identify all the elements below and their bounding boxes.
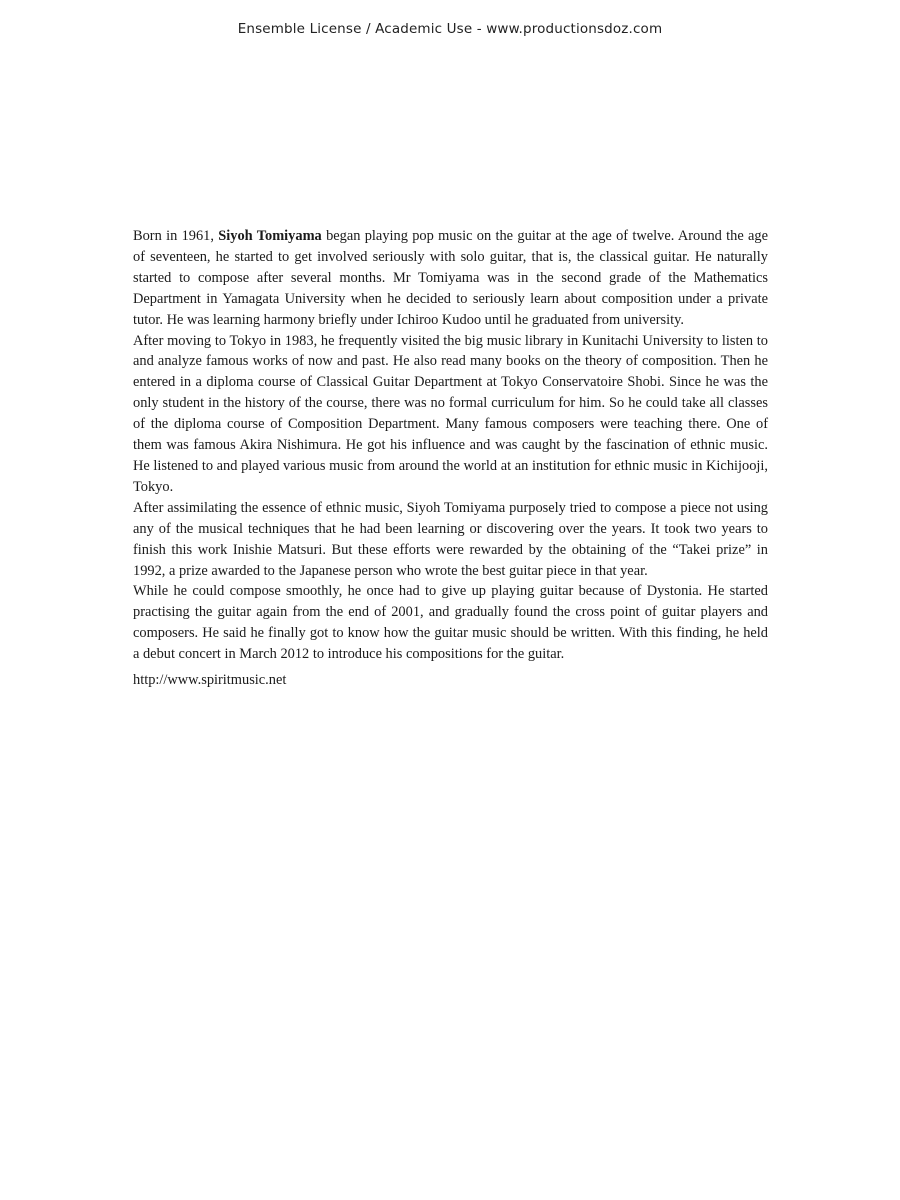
bio-paragraph-4: While he could compose smoothly, he once had to give up playing guitar because of Dystonia. He started practising the guitar again from the end of 2001, and gradually found the cross point of guitar players and composers. He said he finally got to know how the guitar music should be written. With this finding, he held a debut concert in March 2012 to introduce his compositions for the guitar.: [133, 583, 768, 663]
bio-paragraph-1-text: began playing pop music on the guitar at the age of twelve. Around the age of seventeen, he started to get involved seriously with solo guitar, that is, the classical guitar. He naturally started to compose after several months. Mr Tomiyama was in the second grade of the Mathematics Department in Yamagata University when he decided to seriously learn about composition under a private tutor. He was learning harmony briefly under Ichiroo Kudoo until he graduated from university.: [133, 228, 769, 328]
bio-intro-text: Born in 1961,: [133, 228, 219, 244]
license-header: Ensemble License / Academic Use - www.productionsdoz.com: [237, 21, 663, 37]
website-link[interactable]: http://www.spiritmusic.net: [133, 672, 287, 689]
bio-paragraph-3: After assimilating the essence of ethnic music, Siyoh Tomiyama purposely tried to compose a piece not using any of the musical techniques that he had been learning or discovering over the years. It took two years to finish this work Inishie Matsuri. But these efforts were rewarded by the obtaining of the “Takei prize” in 1992, a prize awarded to the Japanese person who wrote the best guitar piece in that year.: [133, 499, 768, 579]
bio-paragraph-2: After moving to Tokyo in 1983, he frequently visited the big music library in Kunitachi University to listen to and analyze famous works of now and past. He also read many books on the theory of composition. Then he entered in a diploma course of Classical Guitar Department at Tokyo Conservatoire Shobi. Since he was the only student in the history of the course, there was no formal curriculum for him. So he could take all classes of the diploma course of Composition Department. Many famous composers were teaching there. One of them was famous Akira Nishimura. He got his influence and was caught by the fascination of ethnic music. He listened to and played various music from around the world at an institution for ethnic music in Kichijooji, Tokyo.: [133, 332, 768, 495]
composer-name: Siyoh Tomiyama: [218, 228, 322, 244]
bio-paragraph-1: [133, 226, 768, 331]
composer-biography: [133, 226, 768, 691]
